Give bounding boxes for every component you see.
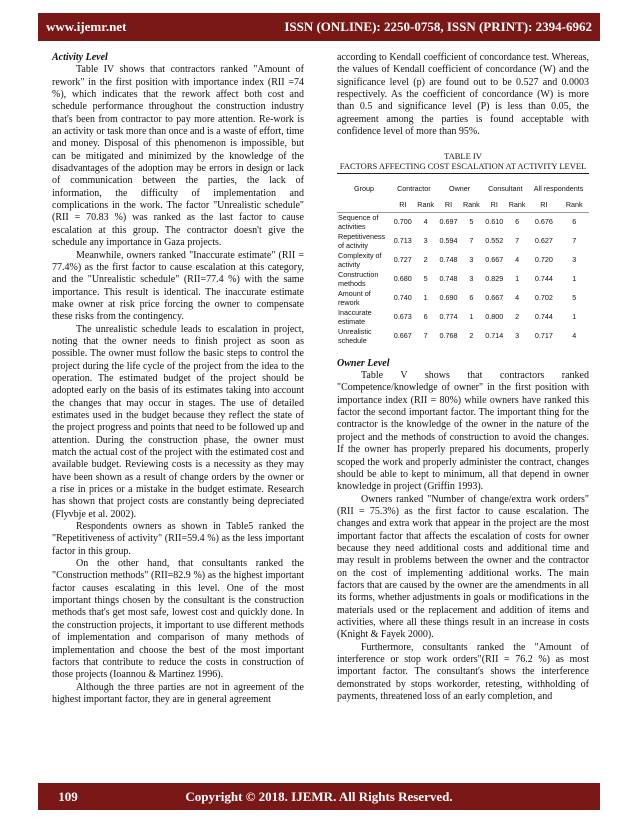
col-header: RI [528, 199, 559, 212]
table-cell: 6 [515, 217, 520, 227]
table-row [337, 270, 589, 289]
table-cell: 0.714 [485, 331, 504, 341]
table-cell: 1 [423, 293, 428, 303]
table-row [337, 327, 589, 346]
table-cell: 0.667 [485, 255, 504, 265]
col-header: Rank [415, 199, 437, 212]
journal-site[interactable]: www.ijemr.net [46, 19, 127, 34]
table-cell: 0.680 [393, 274, 412, 284]
paragraph: according to Kendall coefficient of concordance test. Whereas, the values of Kendall coefficient of concordance (W) and the significance level (p) are found out to be 0.527 and 0.0003 respectively. As the coefficient of concordance (W) is more than 0.5 and significance level (P) is less than 0.05, the agreement among the parties is found acceptable with confidence level of more than 95%. [337, 52, 589, 138]
paragraph: Table IV shows that contractors ranked "Amount of rework" in the first position with importance index (RII =74 %), which indicates that the rework affect both cost and schedule performance throughout the construction industry that's been from contractor to pay more attention. Re-work is an activity or task more than once and is a waste of effort, time and money. Disposal of this phenomenon is impossible, but can be mitigated and minimized by the knowledge of the disadvantages of the adoption may be errors in design or lack of communication between the parties, the lack of information, the difficulty of implementation and complications in the work. The factor "Unrealistic schedule" (RII = 70.83 %) was ranked as the last factor to cause escalation at this group. The contractor doesn't give the schedule any importance in Gaza projects. [52, 64, 304, 249]
table-cell: 4 [515, 255, 520, 265]
table-cell: 0.676 [534, 217, 553, 227]
table-cell: 5 [469, 217, 474, 227]
page-footer [38, 783, 600, 810]
table-cell: 2 [423, 255, 428, 265]
table-cell: 7 [515, 236, 520, 246]
paragraph: Meanwhile, owners ranked "Inaccurate estimate" (RII = 77.4%) as the first factor to cause escalation at this category, and the "Unrealistic schedule" (RII=77.4 %) with the same importance. This result is identical. The inaccurate estimate make owner at risk price forcing the owner to compensate these risks from the contingency. [52, 249, 304, 323]
group-header: Group [354, 183, 374, 193]
table-cell: 1 [469, 312, 474, 322]
table-cell: 6 [469, 293, 474, 303]
table-cell: 3 [515, 331, 520, 341]
party-header: Consultant [488, 183, 523, 193]
table-row [337, 212, 589, 232]
table-cell: 4 [515, 293, 520, 303]
paragraph: On the other hand, that consultants ranked the "Construction methods" (RII=82.9 %) as the highest important factor causes escalating in this level. One of the most important things chosen by the consultant is the construction methods that's get most safe, lowest cost and quickly done. In the construction projects, it important to use different methods of implementation and comparison of many methods of implementation and choose the best of the most important factors that contribute to reduce the costs in construction of those projects (Ioannou & Martinez 1996). [52, 558, 304, 681]
factors-table [337, 177, 589, 345]
table-cell: 2 [469, 331, 474, 341]
table-cell: 7 [423, 331, 428, 341]
table-cell: 6 [423, 312, 428, 322]
col-header: RI [437, 199, 461, 212]
factor-name: Repetitiveness of activity [338, 232, 386, 251]
table-cell: 0.720 [534, 255, 553, 265]
table-row [337, 289, 589, 308]
col-header: Rank [460, 199, 482, 212]
table-cell: 0.774 [439, 312, 458, 322]
factor-name: Complexity of activity [338, 251, 382, 270]
table-cell: 0.800 [485, 312, 504, 322]
table-cell: 3 [423, 236, 428, 246]
table-cell: 0.610 [485, 217, 504, 227]
factor-name: Amount of rework [338, 289, 371, 308]
copyright: Copyright © 2018. IJEMR. All Rights Reserved. [185, 788, 453, 804]
table-cell: 0.700 [393, 217, 412, 227]
col-header: Rank [506, 199, 528, 212]
paragraph: Respondents owners as shown in Table5 ranked the "Repetitiveness of activity" (RII=59.4 %) as the less important factor in this group. [52, 521, 304, 557]
issn-label: ISSN (ONLINE): 2250-0758, ISSN (PRINT): 2394-6962 [284, 19, 592, 34]
table-title: TABLE IV [444, 151, 482, 162]
col-header: Rank [560, 199, 590, 212]
factor-name: Construction methods [338, 270, 379, 289]
paragraph: Table V shows that contractors ranked "Competence/knowledge of owner" in the first position with importance index (RII = 80%) while owners have ranked this factor the second important factor. The important thing for the contractor is the knowledge of the owner in the nature of the project and the methods of construction to avoid the changes. If the owner has properly prepared his documents, properly scoped the work and properly administer the contract, changes should be able to kept to minimum, all that depend in owner knowledge in project (Griffin 1993). [337, 370, 589, 493]
table-cell: 1 [572, 274, 577, 284]
table-cell: 6 [572, 217, 577, 227]
table-cell: 0.717 [534, 331, 553, 341]
party-header: Contractor [397, 183, 431, 193]
table-cell: 0.697 [439, 217, 458, 227]
col-header: RI [391, 199, 415, 212]
table-cell: 0.673 [393, 312, 412, 322]
table-cell: 7 [469, 236, 474, 246]
paragraph: The unrealistic schedule leads to escalation in project, noting that the owner needs to finish project as soon as possible. The owner must follow the basic steps to control the project during the life cycle of the project from the idea to the operation. The estimated budget of the project should be adopted early on the basis of its estimates taking into account the changes that may occur in stages. The use of detailed estimates used in the budget because they reflect the state of the project progress and points that need to be followed up and attention. During the construction phase, the owner must match the actual cost of the project with the estimated cost and available budget. Reviewing costs is a necessity as they may have been shown as a result of change orders by the owner or a rise in prices or a mistake in the budget estimate. Research has shown that project costs are constantly being depreciated (Flyvbje et al. 2002). [52, 323, 304, 520]
table-cell: 1 [572, 312, 577, 322]
factor-name: Inaccurate estimate [338, 308, 372, 327]
table-cell: 0.744 [534, 312, 553, 322]
table-row [337, 308, 589, 327]
table-cell: 0.690 [439, 293, 458, 303]
left-column [52, 52, 304, 706]
table-cell: 0.727 [393, 255, 412, 265]
factor-name: Sequence of activities [338, 213, 379, 232]
table-cell: 0.552 [485, 236, 504, 246]
table-cell: 5 [423, 274, 428, 284]
section-heading-owner-level: Owner Level [337, 357, 390, 369]
table-cell: 3 [572, 255, 577, 265]
page-header [38, 13, 600, 41]
table-cell: 0.713 [393, 236, 412, 246]
page-number: 109 [58, 788, 78, 804]
factor-name: Unrealistic schedule [338, 327, 372, 346]
table-cell: 0.744 [534, 274, 553, 284]
table-cell: 0.740 [393, 293, 412, 303]
table-caption: FACTORS AFFECTING COST ESCALATION AT ACTIVITY LEVEL [337, 161, 589, 174]
table-body [337, 212, 589, 346]
table-row [337, 232, 589, 251]
table-cell: 0.829 [485, 274, 504, 284]
party-header: All respondents [533, 183, 584, 193]
table-cell: 3 [469, 255, 474, 265]
table-subheader-row [337, 199, 589, 212]
table-cell: 2 [515, 312, 520, 322]
table-cell: 7 [572, 236, 577, 246]
table-cell: 0.768 [439, 331, 458, 341]
party-header: Owner [448, 183, 471, 193]
table-cell: 0.702 [534, 293, 553, 303]
right-column [337, 52, 589, 703]
table-cell: 3 [469, 274, 474, 284]
table-cell: 1 [515, 274, 520, 284]
table-cell: 0.748 [439, 274, 458, 284]
table-row [337, 251, 589, 270]
table-cell: 4 [572, 331, 577, 341]
table-cell: 0.667 [485, 293, 504, 303]
table-cell: 5 [572, 293, 577, 303]
table-cell: 0.594 [439, 236, 458, 246]
table-cell: 4 [423, 217, 428, 227]
paragraph: Owners ranked "Number of change/extra work orders"(RII = 75.3%) as the first factor to cause escalation. The changes and extra work that appear in the project are the most important factor that affects the escalation of costs for owner because they need additional costs and additional time and may result in problems between the owner and the contractor on the cost of implementing additional works. The main factors that are caused by the owner are the amendments in all its forms, whether adjustments in goals or modifications in the materials used or the replacement and addition of items and activities, where all these things result in an increase in costs (Knight & Fayek 2000). [337, 493, 589, 641]
col-header: RI [482, 199, 506, 212]
paragraph: Furthermore, consultants ranked the "Amount of interference or stop work orders"(RII = 76.2 %) as most important factor. The consultant's shows the interference demonstrated by stops workorder, retesting, withholding of payments, threatened loss of an early completion, and [337, 641, 589, 703]
table-cell: 0.627 [534, 236, 553, 246]
table-cell: 0.667 [393, 331, 412, 341]
section-heading-activity-level: Activity Level [52, 52, 108, 63]
table-cell: 0.748 [439, 255, 458, 265]
paragraph: Although the three parties are not in agreement of the highest important factor, they are in general agreement [52, 681, 304, 705]
